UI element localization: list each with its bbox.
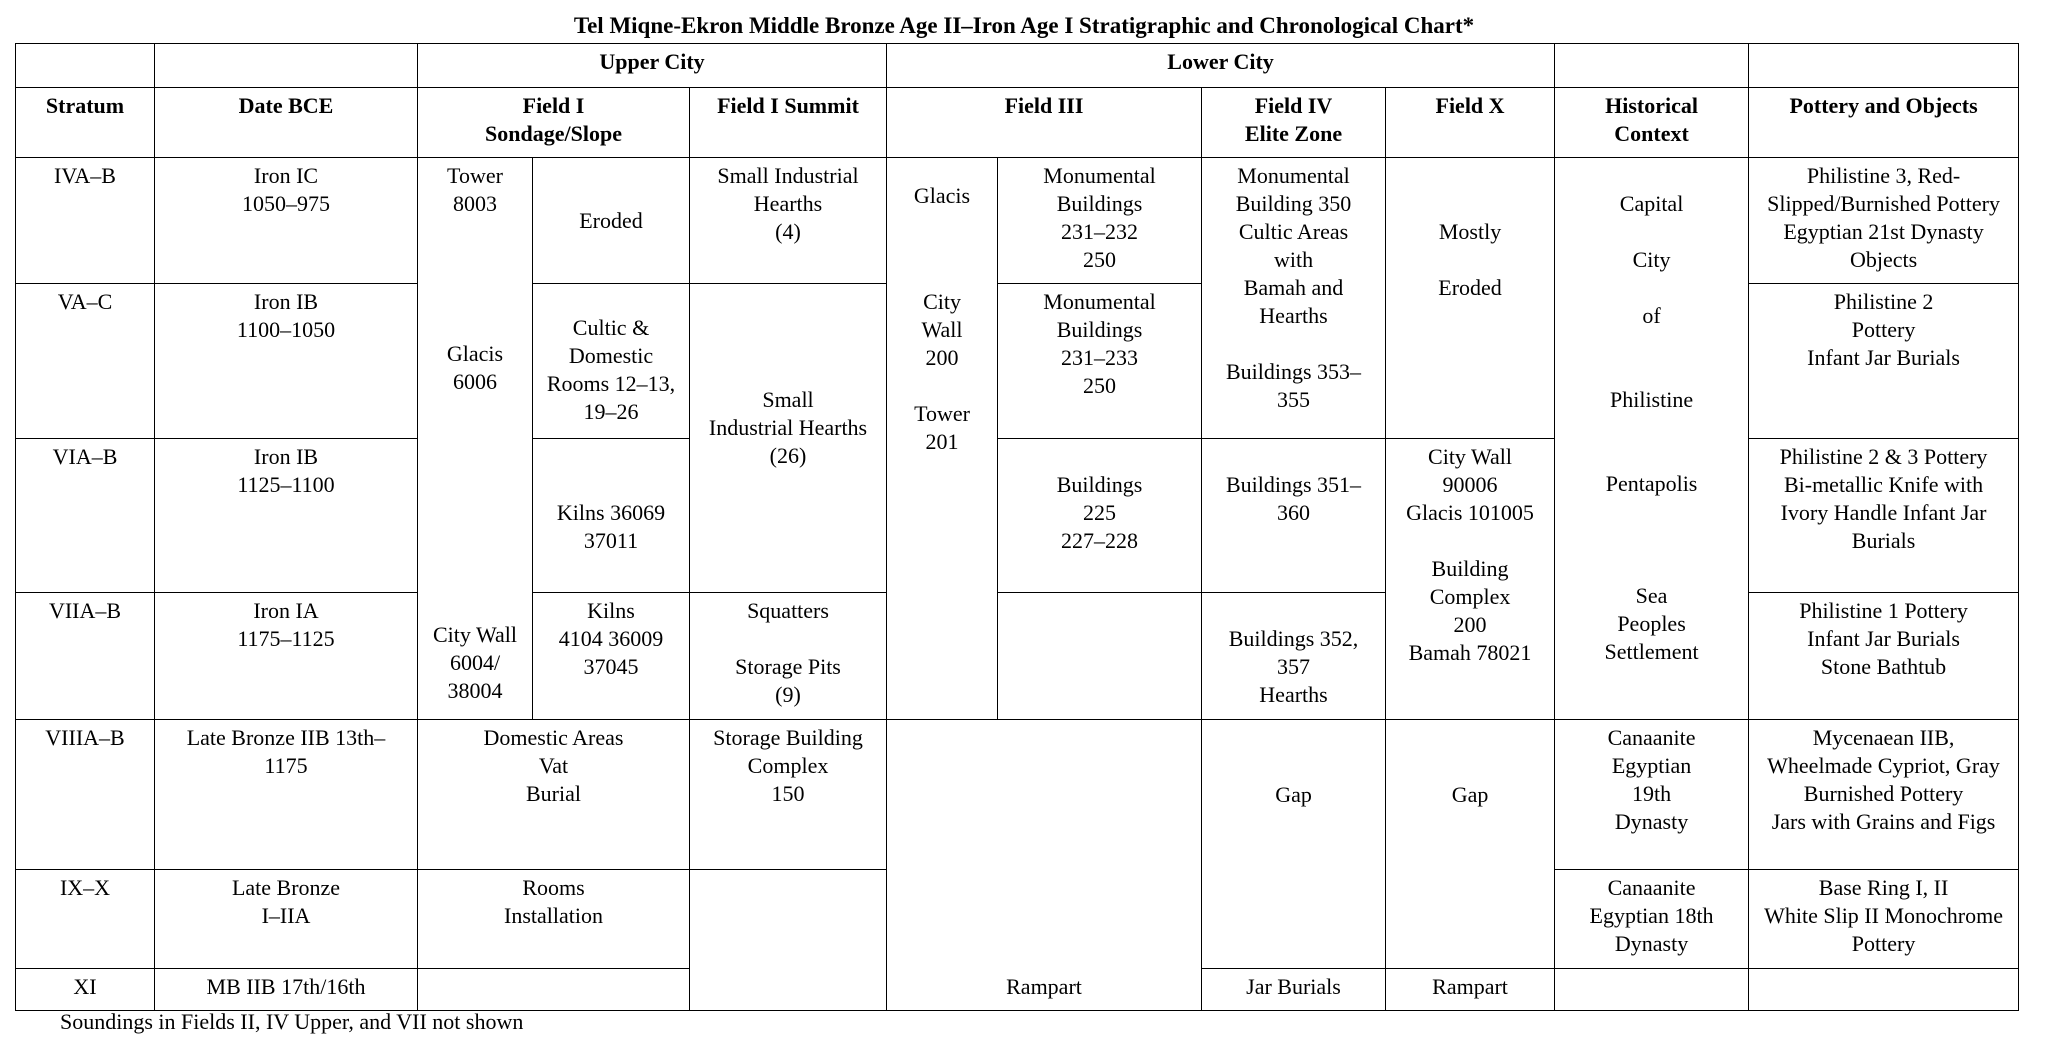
field-1-domestic-cell: Domestic Areas Vat Burial [418, 720, 690, 870]
header-historical-context: Historical Context [1555, 88, 1749, 158]
field-4-empty-cell [1202, 870, 1386, 969]
pottery-cell: Base Ring I, II White Slip II Monochrome Pottery [1749, 870, 2019, 969]
summit-cell: Storage Building Complex 150 [690, 720, 887, 870]
chart-title: Tel Miqne-Ekron Middle Bronze Age II–Iron Age I Stratigraphic and Chronological Chart* [573, 13, 1475, 38]
summit-cell: Squatters Storage Pits (9) [690, 593, 887, 720]
field-3-empty-cell [998, 593, 1202, 720]
field-3-city-wall-cell: City Wall 200 Tower 201 [887, 284, 998, 720]
field-1-city-wall-cell: City Wall 6004/ 38004 [418, 593, 533, 720]
field-3-monumental-cell: Monumental Buildings 231–233 250 [998, 284, 1202, 439]
stratum-cell: VIA–B [16, 439, 155, 593]
date-cell: Late Bronze I–IIA [155, 870, 418, 969]
stratum-cell: IX–X [16, 870, 155, 969]
stratum-cell: XI [16, 969, 155, 1011]
table-row [16, 969, 2019, 1011]
header-date: Date BCE [155, 88, 418, 158]
field-4-gap-cell: Gap [1202, 720, 1386, 870]
table-row [16, 158, 2019, 284]
field-x-gap-cell: Gap [1386, 720, 1555, 870]
pottery-cell: Philistine 2 Pottery Infant Jar Burials [1749, 284, 2019, 439]
pottery-cell: Philistine 3, Red- Slipped/Burnished Pottery Egyptian 21st Dynasty Objects [1749, 158, 2019, 284]
blank-cell [1749, 44, 2019, 88]
field-4-jar-burials-cell: Jar Burials [1202, 969, 1386, 1011]
field-3-empty-cell [887, 720, 1202, 969]
field-x-empty-cell [1386, 870, 1555, 969]
field-1-empty-cell [418, 439, 533, 593]
blank-cell [1555, 44, 1749, 88]
field-4-cell: Buildings 352, 357 Hearths [1202, 593, 1386, 720]
field-3-glacis-cell: Glacis [887, 158, 998, 284]
historical-context-empty-cell [1555, 969, 1749, 1011]
field-3-monumental-cell: Monumental Buildings 231–232 250 [998, 158, 1202, 284]
field-x-rampart-cell: Rampart [1386, 969, 1555, 1011]
historical-context-cell: Canaanite Egyptian 18th Dynasty [1555, 870, 1749, 969]
stratum-cell: VA–C [16, 284, 155, 439]
header-field-3: Field III [887, 88, 1202, 158]
pottery-empty-cell [1749, 969, 2019, 1011]
upper-city-header: Upper City [418, 44, 887, 88]
stratum-cell: IVA–B [16, 158, 155, 284]
date-cell: Iron IC 1050–975 [155, 158, 418, 284]
stratum-cell: VIIIA–B [16, 720, 155, 870]
field-1-rooms-cell: Rooms Installation [418, 870, 690, 969]
header-field-1-sondage: Field I Sondage/Slope [418, 88, 690, 158]
field-1-glacis-cell: Glacis 6006 [418, 284, 533, 439]
header-field-x: Field X [1386, 88, 1555, 158]
header-field-1-summit: Field I Summit [690, 88, 887, 158]
summit-cell: Small Industrial Hearths (4) [690, 158, 887, 284]
field-4-cell: Buildings 351– 360 [1202, 439, 1386, 593]
field-1-kilns-cell: Kilns 36069 37011 [533, 439, 690, 593]
field-4-cell: Monumental Building 350 Cultic Areas with Bamah and Hearths Buildings 353– 355 [1202, 158, 1386, 439]
field-1-eroded-cell: Eroded [533, 158, 690, 284]
lower-city-header: Lower City [887, 44, 1555, 88]
field-3-buildings-cell: Buildings 225 227–228 [998, 439, 1202, 593]
date-cell: Iron IB 1100–1050 [155, 284, 418, 439]
field-1-empty-cell [418, 969, 690, 1011]
column-header-row [16, 88, 2019, 158]
pottery-cell: Mycenaean IIB, Wheelmade Cypriot, Gray Burnished Pottery Jars with Grains and Figs [1749, 720, 2019, 870]
date-cell: MB IIB 17th/16th [155, 969, 418, 1011]
summit-cell: Small Industrial Hearths (26) [690, 284, 887, 593]
historical-context-iron-cell: Capital City of Philistine Pentapolis Sea Peoples Settlement [1555, 158, 1749, 720]
field-x-cell: City Wall 90006 Glacis 101005 Building Complex 200 Bamah 78021 [1386, 439, 1555, 720]
historical-context-cell: Canaanite Egyptian 19th Dynasty [1555, 720, 1749, 870]
field-1-kilns-cell: Kilns 4104 36009 37045 [533, 593, 690, 720]
group-header-row [16, 44, 2019, 88]
blank-cell [16, 44, 155, 88]
header-stratum: Stratum [16, 88, 155, 158]
table-row [16, 720, 2019, 870]
date-cell: Iron IB 1125–1100 [155, 439, 418, 593]
pottery-cell: Philistine 1 Pottery Infant Jar Burials Stone Bathtub [1749, 593, 2019, 720]
footnote: Soundings in Fields II, IV Upper, and VII not shown [60, 1009, 524, 1034]
field-x-cell: Mostly Eroded [1386, 158, 1555, 439]
blank-cell [155, 44, 418, 88]
date-cell: Late Bronze IIB 13th– 1175 [155, 720, 418, 870]
header-field-4: Field IV Elite Zone [1202, 88, 1386, 158]
stratum-cell: VIIA–B [16, 593, 155, 720]
header-pottery-objects: Pottery and Objects [1749, 88, 2019, 158]
stratigraphic-chart-table [15, 43, 2019, 1011]
field-1-cultic-cell: Cultic & Domestic Rooms 12–13, 19–26 [533, 284, 690, 439]
field-3-rampart-cell: Rampart [887, 969, 1202, 1011]
summit-empty-cell [690, 870, 887, 1011]
date-cell: Iron IA 1175–1125 [155, 593, 418, 720]
pottery-cell: Philistine 2 & 3 Pottery Bi-metallic Knife with Ivory Handle Infant Jar Burials [1749, 439, 2019, 593]
field-1-tower-cell: Tower 8003 [418, 158, 533, 284]
